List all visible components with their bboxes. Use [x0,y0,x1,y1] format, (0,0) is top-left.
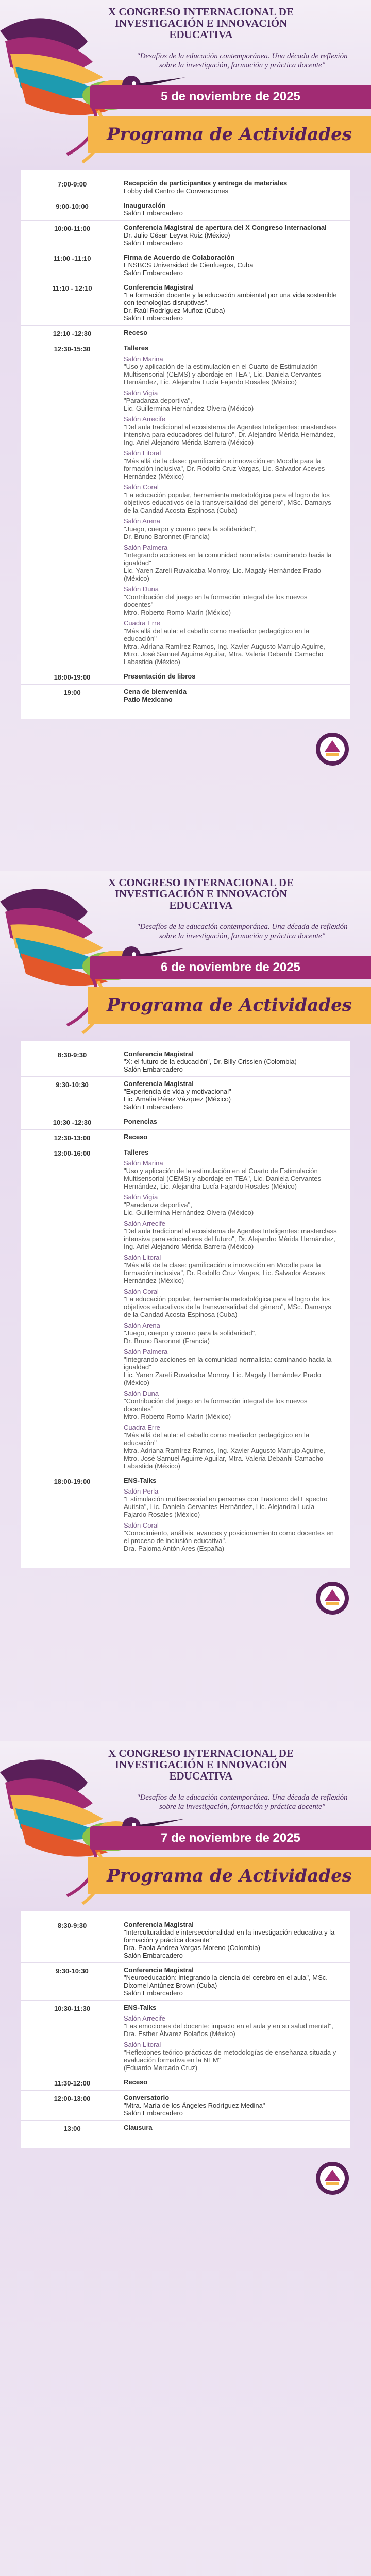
workshop-line: Mtro. Roberto Romo Marín (México) [124,1413,231,1420]
workshop-line: "La educación popular, herramienta metodológica para el logro de los objetivos educativos de la transversalidad del género", MSc. Damarys de la Candad Acosta Espinosa (Cuba) [124,1295,331,1318]
schedule-row [21,1918,350,1963]
schedule-row [21,1077,350,1114]
activity-detail [124,688,350,703]
time-slot: 9:30-10:30 [56,1967,89,1975]
activity-detail [124,1921,350,1959]
section-footer [0,719,371,781]
room-name: Salón Litoral [124,2041,161,2048]
activity-detail [124,2078,350,2087]
workshop-line: "Juego, cuerpo y cuento para la solidaridad", [124,525,257,533]
room-name: Salón Coral [124,1521,159,1529]
schedule-table [21,1041,350,1568]
activity-detail [124,201,350,217]
workshop-line: Mtro. Roberto Romo Marín (México) [124,608,231,616]
schedule-row [21,669,350,685]
workshop-line: "Más allá del aula: el caballo como mediador pedagógico en la educación" [124,627,310,642]
activity-title: Receso [124,2078,148,2086]
schedule-row [21,198,350,221]
section-footer [0,1568,371,1630]
schedule-row [21,176,350,198]
workshop-line: "Más allá de la clase: gamificación e innovación en Moodle para la formación inclusiva", Dr. Rodolfo Cruz Vargas, Lic. Salvador Aceves Hernández (México) [124,1261,325,1284]
activity-title: Receso [124,1133,148,1141]
workshop-line: Mtra. Adriana Ramírez Ramos, Ing. Xavier Augusto Marrujo Aguirre, Mtro. José Samuel Aguirre Aguilar, Mtra. Valeria Debanhi Camacho Labastida (México) [124,1447,325,1470]
workshop-item [124,1423,338,1470]
room-name: Salón Marina [124,355,163,363]
activity-title: Cena de bienvenida [124,688,187,696]
workshop-line: "Uso y aplicación de la estimulación en el Cuarto de Estimulación Multisensorial (CEMS) y abordaje en TEA", Lic. Daniela Cervantes Hernández, Lic. Alejandra Lucía Fajardo Rosales (México) [124,1167,321,1190]
workshop-line: Mtra. Adriana Ramírez Ramos, Ing. Xavier Augusto Marrujo Aguirre, Mtro. José Samuel Aguirre Aguilar, Mtra. Valeria Debanhi Camacho Labastida (México) [124,642,325,666]
time-slot: 13:00 [63,2125,81,2132]
activity-title: Inauguración [124,201,166,209]
room-name: Salón Litoral [124,449,161,457]
workshop-item [124,483,338,514]
activity-detail [124,2124,350,2132]
activity-line: ENSBCS Universidad de Cienfuegos, Cuba [124,261,254,269]
activity-title: Conferencia Magistral [124,1921,194,1928]
activity-line: Salón Embarcadero [124,314,183,322]
hero-banner [0,1741,371,1911]
room-name: Salón Coral [124,1287,159,1295]
activity-line: Salón Embarcadero [124,1103,183,1111]
time-slot: 13:00-16:00 [54,1149,91,1157]
program-heading: Programa de Actividades [88,116,371,153]
schedule-row [21,2075,350,2091]
schedule-row [21,280,350,326]
activity-detail [124,224,350,247]
schedule-row [21,250,350,280]
activity-title: Conferencia Magistral [124,1050,194,1058]
time-slot: 12:10 -12:30 [53,330,92,337]
activity-line: Salón Embarcadero [124,209,183,217]
workshop-item [124,1487,338,1518]
room-name: Cuadra Erre [124,1423,160,1431]
workshop-line: Dra. Paloma Antón Ares (España) [124,1545,225,1552]
institution-logo [314,731,350,767]
room-name: Salón Coral [124,483,159,491]
conference-title: X CONGRESO INTERNACIONAL DE INVESTIGACIÓN E INNOVACIÓN EDUCATIVA [108,876,294,911]
activity-detail [124,1080,350,1111]
workshop-item [124,585,338,616]
workshop-line: (Eduardo Mercado Cruz) [124,2064,198,2072]
workshop-item [124,449,338,480]
activity-title: Receso [124,329,148,336]
activity-title: ENS-Talks [124,2004,157,2011]
schedule-table [21,170,350,719]
time-slot: 18:00-19:00 [54,1478,91,1485]
activity-line: Salón Embarcadero [124,1952,183,1959]
workshop-line: "Más allá de la clase: gamificación e innovación en Moodle para la formación inclusiva", Dr. Rodolfo Cruz Vargas, Lic. Salvador Aceves Hernández (México) [124,457,325,480]
workshop-item [124,1287,338,1318]
workshop-item [124,1521,338,1552]
activity-title: Conversatorio [124,2094,170,2102]
room-name: Salón Marina [124,1159,163,1167]
workshop-line: Lic. Yaren Zareli Ruvalcaba Monroy, Lic. Magaly Hernández Prado (México) [124,1371,321,1386]
workshop-item [124,517,338,540]
schedule-row [21,1145,350,1473]
activity-line: "Mtra. María de los Ángeles Rodríguez Medina" [124,2102,265,2109]
activity-title: Talleres [124,344,149,352]
room-name: Salón Perla [124,1487,159,1495]
workshop-item [124,355,338,386]
workshop-item [124,619,338,666]
workshop-line: "Integrando acciones en la comunidad normalista: caminando hacia la igualdad" [124,1355,332,1371]
workshop-line: "Estimulación multisensorial en personas con Trastorno del Espectro Autista", Lic. Daniela Cervantes Hernández, Lic. Alejandra Lucía Fajardo Rosales (México) [124,1495,328,1518]
workshop-item [124,1193,338,1216]
time-slot: 8:30-9:30 [57,1051,87,1059]
activity-detail [124,179,350,195]
workshop-item [124,1159,338,1190]
time-slot: 12:00-13:00 [54,2095,91,2103]
hero-banner [0,871,371,1041]
activity-detail [124,2004,350,2072]
activity-title: Conferencia Magistral [124,283,194,291]
activity-line: Patio Mexicano [124,696,173,703]
activity-detail [124,1148,350,1470]
room-name: Salón Palmera [124,544,168,551]
room-name: Salón Arrecife [124,2014,165,2022]
time-slot: 10:00-11:00 [54,225,91,232]
schedule-row [21,2121,350,2136]
workshop-line: Lic. Yaren Zareli Ruvalcaba Monroy, Lic. Magaly Hernández Prado (México) [124,567,321,582]
date-banner: 7 de noviembre de 2025 [90,1826,371,1850]
activity-detail [124,1966,350,1997]
activity-title: Conferencia Magistral de apertura del X Congreso Internacional [124,224,327,231]
schedule-row [21,1473,350,1555]
schedule-row [21,2091,350,2121]
time-slot: 12:30-15:30 [54,345,91,353]
activity-detail [124,344,350,666]
workshop-line: Dr. Bruno Baronnet (Francia) [124,1337,210,1345]
time-slot: 10:30 -12:30 [53,1118,92,1126]
time-slot: 11:10 - 12:10 [52,284,92,292]
activity-detail [124,1050,350,1073]
room-name: Salón Duna [124,1389,159,1397]
workshop-line: "Integrando acciones en la comunidad normalista: caminando hacia la igualdad" [124,551,332,567]
time-slot: 9:00-10:00 [56,202,89,210]
activity-line: Salón Embarcadero [124,2109,183,2117]
hero-banner [0,0,371,170]
room-name: Salón Vigía [124,1193,158,1201]
activity-line: Lobby del Centro de Convenciones [124,187,229,195]
activity-title: ENS-Talks [124,1477,157,1484]
day-section [0,0,371,871]
workshop-item [124,2014,338,2038]
workshop-line: Lic. Guillermina Hernández Olvera (México) [124,404,254,412]
workshop-item [124,1321,338,1345]
activity-line: "La formación docente y la educación ambiental por una vida sostenible con tecnologías disruptivas", [124,291,337,307]
time-slot: 18:00-19:00 [54,673,91,681]
activity-line: "Neuroeducación: integrando la ciencia del cerebro en el aula", MSc. Dixomel Antúnez Brown (Cuba) [124,1974,328,1989]
activity-title: Talleres [124,1148,149,1156]
time-slot: 19:00 [63,689,81,697]
date-banner: 5 de noviembre de 2025 [90,85,371,109]
room-name: Salón Arrecife [124,415,165,423]
date-banner: 6 de noviembre de 2025 [90,956,371,979]
schedule-table [21,1911,350,2148]
time-slot: 11:30-12:00 [54,2079,91,2087]
activity-detail [124,1133,350,1142]
activity-detail [124,1117,350,1126]
workshop-line: Lic. Guillermina Hernández Olvera (México) [124,1209,254,1216]
workshop-item [124,2041,338,2072]
workshop-item [124,415,338,446]
schedule-row [21,685,350,706]
workshop-line: "Más allá del aula: el caballo como mediador pedagógico en la educación" [124,1431,310,1447]
activity-title: Presentación de libros [124,672,196,680]
workshop-line: "Paradanza deportiva", [124,397,192,404]
workshop-item [124,544,338,582]
workshop-line: "Las emociones del docente: impacto en el aula y en su salud mental", Dra. Esther Álvarez Bolaños (México) [124,2022,333,2038]
activity-detail [124,2094,350,2117]
section-footer [0,2148,371,2210]
schedule-row [21,341,350,669]
activity-line: "Interculturalidad e interseccionalidad en la investigación educativa y la formación y práctica docente" [124,1928,335,1944]
schedule-row [21,1963,350,2001]
activity-detail [124,283,350,322]
activity-line: "X: el futuro de la educación", Dr. Billy Crissien (Colombia) [124,1058,297,1065]
schedule-row [21,221,350,250]
room-name: Salón Arena [124,1321,160,1329]
congress-motto: "Desafíos de la educación contemporánea. Una década de reflexión sobre la investigación, formación y práctica docente" [137,52,348,70]
schedule-row [21,326,350,341]
activity-title: Conferencia Magistral [124,1966,194,1974]
activity-detail [124,329,350,337]
schedule-row [21,1047,350,1077]
workshop-line: Dr. Bruno Baronnet (Francia) [124,533,210,540]
conference-title: X CONGRESO INTERNACIONAL DE INVESTIGACIÓN E INNOVACIÓN EDUCATIVA [108,1747,294,1782]
institution-logo [314,1580,350,1616]
schedule-row [21,2001,350,2075]
activity-line: "Experiencia de vida y motivacional" [124,1088,231,1095]
workshop-item [124,1389,338,1420]
activity-line: Dr. Julio César Leyva Ruiz (México) [124,231,230,239]
activity-line: Lic. Amalia Pérez Vázquez (México) [124,1095,231,1103]
workshop-line: "Uso y aplicación de la estimulación en el Cuarto de Estimulación Multisensorial (CEMS) y abordaje en TEA", Lic. Daniela Cervantes Hernández, Lic. Alejandra Lucía Fajardo Rosales (México) [124,363,321,386]
time-slot: 7:00-9:00 [57,180,87,188]
congress-motto: "Desafíos de la educación contemporánea. Una década de reflexión sobre la investigación, formación y práctica docente" [137,923,348,940]
conference-title: X CONGRESO INTERNACIONAL DE INVESTIGACIÓN E INNOVACIÓN EDUCATIVA [108,6,294,41]
activity-detail [124,1477,350,1552]
activity-title: Clausura [124,2124,153,2131]
time-slot: 10:30-11:30 [54,2005,91,2012]
workshop-item [124,1253,338,1284]
time-slot: 12:30-13:00 [54,1134,91,1142]
activity-line: Salón Embarcadero [124,239,183,247]
workshop-line: "Contribución del juego en la formación integral de los nuevos docentes" [124,1397,308,1413]
room-name: Salón Arena [124,517,160,525]
workshop-item [124,389,338,412]
activity-line: Dr. Raúl Rodríguez Muñoz (Cuba) [124,307,225,314]
room-name: Salón Duna [124,585,159,593]
workshop-item [124,1348,338,1386]
room-name: Salón Vigía [124,389,158,397]
workshop-line: "Del aula tradicional al ecosistema de Agentes Inteligentes: masterclass intensiva para educadores del futuro", Dr. Alejandro Mérida Hernández, Ing. Ariel Alejandro Mérida Barrera (México) [124,423,337,446]
time-slot: 11:00 -11:10 [53,255,91,262]
room-name: Salón Palmera [124,1348,168,1355]
activity-line: Salón Embarcadero [124,1989,183,1997]
workshop-line: "Del aula tradicional al ecosistema de Agentes Inteligentes: masterclass intensiva para educadores del futuro", Dr. Alejandro Mérida Hernández, Ing. Ariel Alejandro Mérida Barrera (México) [124,1227,337,1250]
activity-detail [124,253,350,277]
schedule-row [21,1130,350,1145]
day-section [0,871,371,1741]
workshop-item [124,1219,338,1250]
program-heading: Programa de Actividades [88,1857,371,1894]
schedule-row [21,1114,350,1130]
workshop-line: "Contribución del juego en la formación integral de los nuevos docentes" [124,593,308,608]
day-section [0,1741,371,2576]
activity-title: Conferencia Magistral [124,1080,194,1088]
congress-motto: "Desafíos de la educación contemporánea. Una década de reflexión sobre la investigación, formación y práctica docente" [137,1793,348,1811]
workshop-line: "Paradanza deportiva", [124,1201,192,1209]
workshop-line: "Juego, cuerpo y cuento para la solidaridad", [124,1329,257,1337]
time-slot: 8:30-9:30 [57,1922,87,1929]
activity-title: Ponencias [124,1117,158,1125]
workshop-line: "La educación popular, herramienta metodológica para el logro de los objetivos educativos de la transversalidad del género", MSc. Damarys de la Candad Acosta Espinosa (Cuba) [124,491,331,514]
workshop-line: "Reflexiones teórico-prácticas de metodologías de enseñanza situada y evaluación formativa en la NEM" [124,2048,336,2064]
activity-line: Salón Embarcadero [124,1065,183,1073]
program-heading: Programa de Actividades [88,987,371,1024]
institution-logo [314,2160,350,2196]
time-slot: 9:30-10:30 [56,1081,89,1089]
workshop-line: "Conocimiento, análisis, avances y posicionamiento como docentes en el proceso de inclusión educativa". [124,1529,334,1545]
room-name: Cuadra Erre [124,619,160,627]
activity-line: Dra. Paola Andrea Vargas Moreno (Colombia) [124,1944,260,1952]
activity-title: Recepción de participantes y entrega de materiales [124,179,288,187]
activity-title: Firma de Acuerdo de Colaboración [124,253,235,261]
activity-line: Salón Embarcadero [124,269,183,277]
room-name: Salón Arrecife [124,1219,165,1227]
room-name: Salón Litoral [124,1253,161,1261]
activity-detail [124,672,350,681]
